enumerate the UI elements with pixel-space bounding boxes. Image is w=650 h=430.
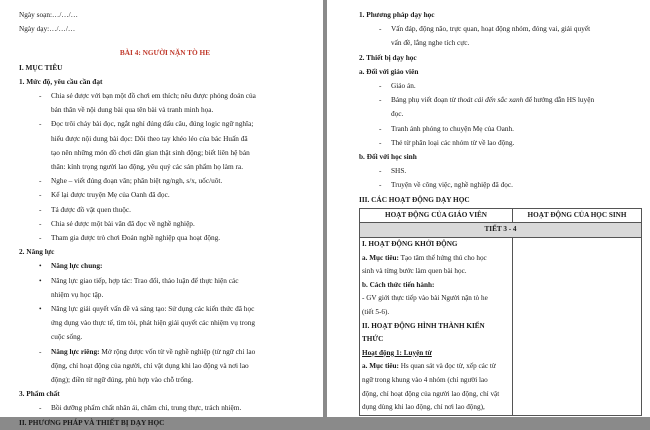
list-item: - Giáo án. [379, 81, 416, 91]
list-item: - Vấn đáp, động não, trực quan, hoạt động nhóm, đóng vai, giải quyết vấn đề, lắng nghe tích cực. [379, 24, 591, 48]
right-page [327, 0, 650, 417]
list-item: - Kể lại được truyện Mẹ của Oanh đã đọc. [39, 190, 170, 200]
hs-title: b. Đối với học sinh [359, 152, 417, 162]
list-item: - Tả được đồ vật quen thuộc. [39, 204, 131, 214]
sub-muc-do: 1. Mức độ, yêu cầu cần đạt [19, 76, 103, 86]
table-row [360, 223, 642, 238]
list-item: - Chia sẻ được với bạn một đồ chơi em thích; nêu được phỏng đoán của bản thân về nội dung bài qua tên bài và tranh minh họa. [39, 91, 256, 115]
table-header: HOẠT ĐỘNG CỦA HỌC SINH [513, 208, 642, 223]
list-item: - Đọc trôi chảy bài đọc, ngắt nghỉ đúng dấu câu, đúng logic ngữ nghĩa; hiểu được nội dung bài đọc: Dõi theo tay khéo léo của bác Huấn đã tạo nên những món đồ chơi dân gian thật sinh động; biết liên hệ bản thân: kính trọng người lao động, yêu quý các sản phẩm họ làm ra. [39, 119, 254, 172]
list-item: - Bảng phụ viết đoạn từ thoát cái đến sắc xanh để hướng dẫn HS luyện đọc. [379, 95, 595, 119]
sub-pham-chat: 3. Phẩm chất [19, 389, 60, 399]
tiet-label: TIẾT 3 - 4 [360, 223, 642, 238]
list-item: - Tham gia được trò chơi Đoán nghề nghiệp qua hoạt động. [39, 233, 221, 243]
teacher-activity-cell: I. HOẠT ĐỘNG KHỞI ĐỘNG a. Mục tiêu: Tạo tâm thế hứng thú cho học sinh và từng bước làm quen bài học. b. Cách thức tiến hành: - GV giới thực tiếp vào bài Người nặn tò he (tiết 5-6). II. HOẠT ĐỘNG HÌNH THÀNH KIẾN THỨC Hoạt động 1: Luyện từ a. Mục tiêu: Hs quan sát và đọc từ, xếp các từ ngữ trong khung vào 4 nhóm (chỉ người lao động, chỉ hoạt động của người lao động, chỉ vật dụng dùng khi lao động, chỉ nơi lao động), [360, 238, 513, 416]
list-item: - Bồi dưỡng phẩm chất nhân ái, chăm chỉ, trung thực, trách nhiệm. [39, 403, 242, 413]
table-header-row [360, 208, 642, 223]
lesson-title: BÀI 4: NGƯỜI NẶN TÒ HE [119, 48, 211, 58]
list-item: • Năng lực chung: [39, 261, 103, 271]
pp-title: 1. Phương pháp dạy học [359, 10, 435, 19]
left-page [0, 0, 323, 427]
tb-title: 2. Thiết bị dạy học [359, 52, 417, 62]
list-item: - Năng lực riêng: Mở rộng được vốn từ về nghề nghiệp (từ ngữ chỉ lao động, chỉ hoạt động của người, chỉ vật dụng khi lao động và nơi lao động); điền từ ngữ đúng, phù hợp vào chỗ trống. [39, 346, 256, 385]
activity-table [359, 208, 642, 416]
table-row [360, 238, 642, 416]
ngay-soan: Ngày soạn:…/…/… [19, 10, 78, 19]
list-item: - SHS. [379, 166, 407, 176]
list-item: • Năng lực giải quyết vấn đề và sáng tạo: Sử dụng các kiến thức đã học ứng dụng vào thực tế, tìm tòi, phát hiện giải quyết các nhiệm vụ trong cuộc sống. [39, 304, 256, 342]
list-item: - Truyện về công việc, nghề nghiệp đã đọc. [379, 180, 513, 190]
ngay-day: Ngày dạy:…/…/… [19, 24, 76, 34]
list-item: - Tranh ảnh phóng to chuyện Mẹ của Oanh. [379, 123, 514, 133]
list-item: • Năng lực giao tiếp, hợp tác: Trao đổi, thảo luận để thực hiện các nhiệm vụ học tập. [39, 275, 239, 299]
list-item: - Nghe – viết đúng đoạn văn; phân biệt ng/ngh, s/x, uốc/uôt. [39, 176, 223, 186]
list-item: - Thẻ từ phân loại các nhóm từ về lao động. [379, 137, 515, 147]
section-muc-tieu: I. MỤC TIÊU [19, 62, 63, 72]
list-item: - Chia sẻ được một bài văn đã đọc về nghề nghiệp. [39, 218, 195, 228]
table-header: HOẠT ĐỘNG CỦA GIÁO VIÊN [360, 208, 513, 223]
gv-title: a. Đối với giáo viên [359, 66, 419, 76]
sub-nang-luc: 2. Năng lực [19, 247, 55, 257]
section-hoat-dong: III. CÁC HOẠT ĐỘNG DẠY HỌC [359, 194, 470, 204]
student-activity-cell [513, 238, 642, 416]
section-phuong-phap: II. PHƯƠNG PHÁP VÀ THIẾT BỊ DẠY HỌC [19, 417, 165, 427]
